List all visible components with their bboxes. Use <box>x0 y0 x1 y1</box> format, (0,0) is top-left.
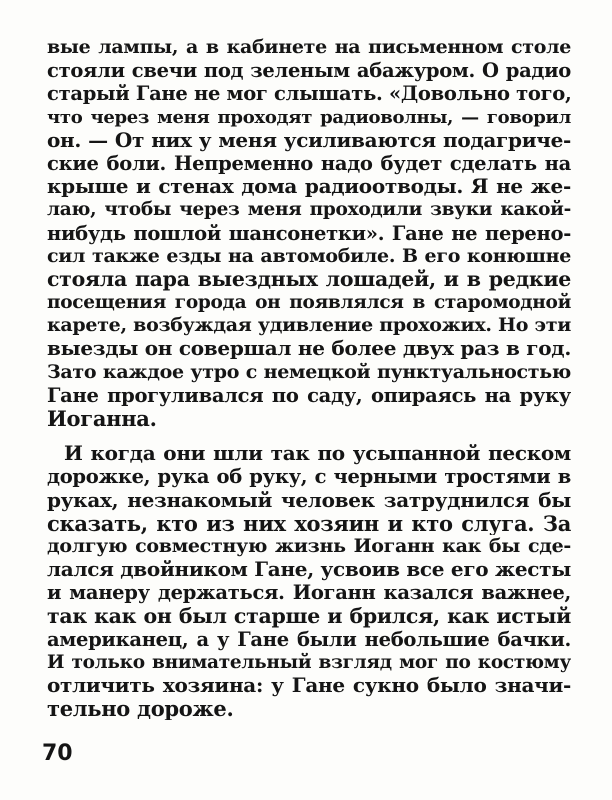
text-line: вые лампы, а в кабинете на письменном столе <box>47 36 571 58</box>
text-line: он. — От них у меня усиливаются подагриче- <box>47 128 571 152</box>
text-line: лался двойником Гане, усвоив все его жесты <box>47 558 571 582</box>
page-text <box>47 36 571 720</box>
paragraph-1 <box>47 36 571 430</box>
text-line: старый Гане не мог слышать. «Довольно того, <box>47 82 571 106</box>
text-line: выезды он совершал не более двух раз в год. <box>47 337 571 361</box>
text-line: Гане прогуливался по саду, опираясь на руку <box>47 383 571 407</box>
page-number: 70 <box>42 741 73 766</box>
text-line: лаю, чтобы через меня проходили звуки какой- <box>47 199 571 221</box>
paragraph-2 <box>47 442 571 720</box>
text-line: ские боли. Непременно надо будет сделать на <box>47 151 571 175</box>
text-line: сил также езды на автомобиле. В его конюшне <box>47 244 571 267</box>
text-line: американец, а у Гане были небольшие бачки. <box>47 627 571 651</box>
text-line: руках, незнакомый человек затруднился бы <box>47 488 571 512</box>
text-line: тельно дороже. <box>47 697 234 721</box>
text-line: стояли свечи под зеленым абажуром. О радио <box>47 59 571 83</box>
text-line: И только внимательный взгляд мог по костюму <box>47 651 571 673</box>
paragraph-gap <box>47 430 571 442</box>
text-line: Зато каждое утро с немецкой пунктуальностью <box>47 360 571 383</box>
text-line: и манеру держаться. Иоганн казался важнее, <box>47 581 571 605</box>
text-line: стояла пара выездных лошадей, и в редкие <box>47 267 571 291</box>
text-line: так как он был старше и брился, как истый <box>47 604 571 628</box>
text-line: И когда они шли так по усыпанной песком <box>64 442 571 466</box>
text-line: долгую совместную жизнь Иоганн как бы сде- <box>47 534 571 557</box>
text-line: что через меня проходят радиоволны, — говорил <box>47 106 571 128</box>
text-line: крыше и стенах дома радиоотводы. Я не же- <box>47 175 571 199</box>
text-line: сказать, кто из них хозяин и кто слуга. За <box>47 511 571 535</box>
text-line: отличить хозяина: у Гане сукно было значи- <box>47 674 571 698</box>
text-line: нибудь пошлой шансонетки». Гане не перено- <box>47 221 571 245</box>
text-line: дорожке, рука об руку, с черными тростями в <box>47 465 571 489</box>
text-line: Иоганна. <box>47 407 157 431</box>
text-line: посещения города он появлялся в старомодной <box>47 292 571 314</box>
text-line: карете, возбуждая удивление прохожих. Но эти <box>47 314 571 337</box>
